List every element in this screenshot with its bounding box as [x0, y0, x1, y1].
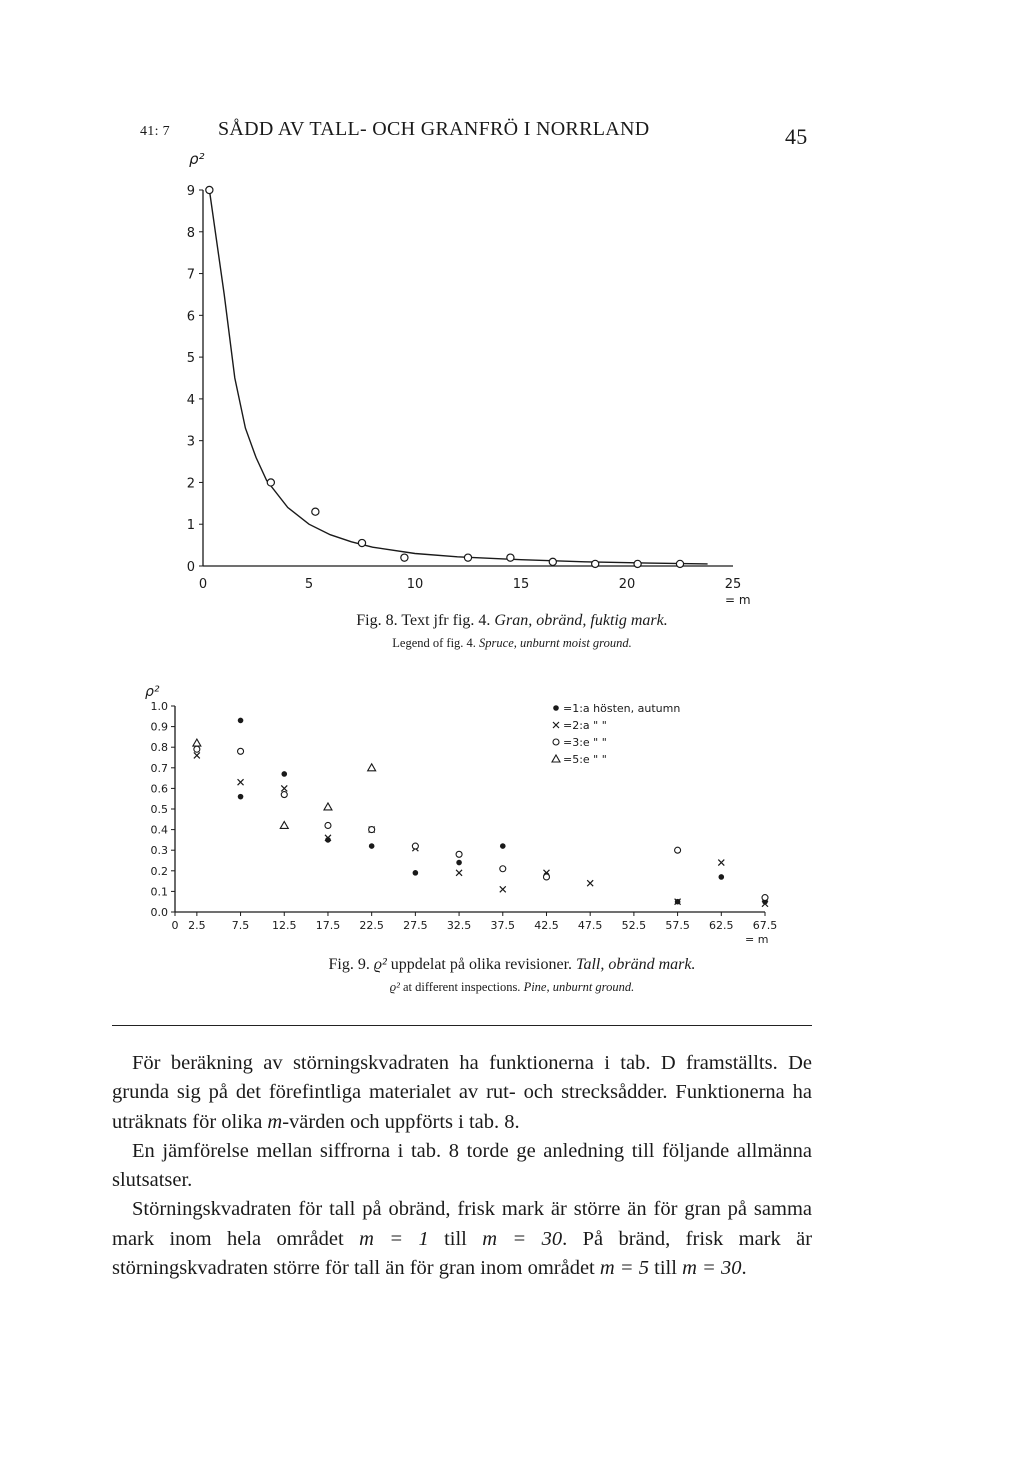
- fig8-caption-italic: Gran, obränd, fuktig mark.: [494, 612, 668, 629]
- fig9-legend-marker-dot: [553, 705, 559, 711]
- paragraph-1-tail: -värden och uppförts i tab. 8.: [282, 1110, 520, 1133]
- fig9-point-cross: [500, 886, 506, 892]
- page-number: 45: [785, 124, 808, 149]
- fig9-subcaption-italic: Pine, unburnt ground.: [523, 980, 635, 994]
- fig9-y-tick-label: 0.2: [150, 864, 168, 878]
- fig9-legend-label: =1:a hösten, autumn: [563, 702, 681, 715]
- paragraph-3-cont: . På bränd, frisk mark är störningskvadraten större för tall än för gran inom området: [112, 1227, 813, 1280]
- figure-8-subcaption: [0, 636, 1024, 651]
- fig8-y-tick-label: 0: [186, 560, 195, 575]
- fig9-point-dot: [456, 860, 462, 866]
- fig9-point-dot: [369, 843, 375, 849]
- word-till: till: [444, 1227, 467, 1250]
- fig9-legend-marker-circle: [553, 739, 559, 745]
- fig9-y-tick-label: 0.9: [150, 720, 168, 734]
- running-head-number: 41: 7: [140, 124, 170, 139]
- fig8-x-tick-label: 0: [198, 577, 208, 592]
- fig9-point-triangle: [368, 764, 376, 771]
- fig9-point-circle: [456, 851, 462, 857]
- equation-m-30: m = 30: [482, 1227, 563, 1250]
- fig8-y-tick-label: 2: [186, 476, 195, 492]
- fig9-x-tick-label: 47.5: [577, 919, 603, 932]
- fig9-point-circle: [762, 895, 768, 901]
- fig9-point-dot: [238, 718, 244, 724]
- fig8-y-axis-label: ρ²: [189, 150, 205, 168]
- fig9-point-cross: [718, 860, 724, 866]
- fig9-y-tick-label: 0.7: [150, 761, 168, 775]
- fig8-x-tick-label: 10: [406, 577, 424, 592]
- fig9-x-tick-label: 22.5: [359, 919, 384, 932]
- fig9-point-triangle: [193, 739, 201, 746]
- fig9-point-circle: [543, 874, 549, 880]
- fig8-y-tick-label: 7: [186, 267, 195, 283]
- fig9-point-circle: [369, 827, 375, 833]
- fig9-subcaption-rho: ϱ²: [389, 980, 400, 994]
- fig9-y-tick-label: 0.4: [150, 823, 168, 837]
- fig9-point-circle: [281, 792, 287, 798]
- paragraph-2: En jämförelse mellan siffrorna i tab. 8 torde ge anledning till följande allmänna slutsatser.: [112, 1139, 812, 1192]
- running-head-title: SÅDD AV TALL- OCH GRANFRÖ I NORRLAND: [218, 118, 650, 140]
- fig8-y-tick-label: 9: [186, 184, 195, 199]
- variable-m: m: [267, 1110, 283, 1133]
- fig9-legend-label: =3:e " ": [563, 736, 607, 749]
- equation-m-30-2: m = 30: [682, 1257, 742, 1280]
- fig8-subcaption-text: Legend of fig. 4.: [392, 636, 480, 650]
- fig9-caption-italic: Tall, obränd mark.: [576, 956, 696, 973]
- paragraph-3-text: Störningskvadraten för tall på obränd, frisk mark är större än för gran på samma mark inom hela området: [112, 1198, 812, 1250]
- paragraph-1: [112, 1049, 812, 1137]
- fig9-x-tick-label: 2.5: [188, 919, 206, 932]
- fig9-point-triangle: [324, 803, 332, 810]
- fig9-x-axis-label: = m: [745, 933, 769, 946]
- fig9-x-tick-label: 52.5: [621, 919, 647, 932]
- fig8-y-tick-label: 5: [186, 351, 195, 367]
- fig8-x-tick-label: 15: [512, 577, 530, 592]
- fig9-y-tick-label: 0.1: [150, 885, 168, 899]
- fig9-point-dot: [238, 794, 244, 800]
- fig9-x-tick-label: 27.5: [403, 919, 428, 932]
- fig8-x-axis-label: = m: [725, 593, 751, 607]
- fig8-y-tick-label: 8: [186, 225, 195, 241]
- fig9-y-tick-label: 0.6: [150, 782, 168, 796]
- fig9-caption-prefix: Fig. 9.: [328, 956, 374, 973]
- fig9-point-dot: [281, 771, 287, 777]
- fig9-caption-text: uppdelat på olika revisioner.: [386, 956, 577, 973]
- fig9-point-triangle: [280, 821, 288, 828]
- fig9-y-tick-label: 0.3: [150, 844, 168, 858]
- fig9-y-tick-label: 1.0: [150, 700, 168, 713]
- fig9-point-dot: [500, 843, 506, 849]
- fig9-y-tick-label: 0.0: [150, 906, 168, 919]
- fig9-caption-rho: ϱ²: [373, 956, 387, 973]
- fig9-subcaption-text: at different inspections.: [399, 980, 524, 994]
- fig9-point-circle: [412, 843, 418, 849]
- fig9-point-circle: [194, 746, 200, 752]
- fig8-x-tick-label: 5: [304, 577, 314, 592]
- fig9-point-cross: [238, 779, 244, 785]
- fig9-point-dot: [413, 870, 419, 876]
- fig9-point-circle: [675, 847, 681, 853]
- equation-m-1: m = 1: [359, 1227, 429, 1250]
- fig9-point-cross: [456, 870, 462, 876]
- fig9-x-tick-label: 12.5: [272, 919, 297, 932]
- fig9-point-circle: [238, 748, 244, 754]
- paragraph-3-end: .: [741, 1257, 747, 1280]
- fig9-x-tick-label: 67.5: [752, 919, 778, 932]
- fig8-caption-text: Fig. 8. Text jfr fig. 4.: [356, 612, 495, 629]
- fig8-x-tick-label: 20: [618, 577, 636, 592]
- figure-9-subcaption: [0, 980, 1024, 995]
- fig9-point-cross: [587, 880, 593, 886]
- fig9-legend-label: =5:e " ": [563, 753, 607, 766]
- fig8-y-tick-label: 1: [186, 518, 195, 534]
- fig9-x-tick-label: 32.5: [446, 919, 472, 932]
- fig9-y-tick-label: 0.5: [150, 803, 168, 816]
- fig9-x-tick-label: 7.5: [231, 919, 250, 932]
- fig9-point-circle: [500, 866, 506, 872]
- fig8-subcaption-italic: Spruce, unburnt moist ground.: [479, 636, 632, 650]
- fig9-x-tick-label: 62.5: [709, 919, 734, 932]
- equation-m-5: m = 5: [599, 1257, 650, 1280]
- fig9-point-cross: [194, 752, 200, 758]
- fig9-point-circle: [325, 822, 331, 828]
- fig9-legend-label: =2:a " ": [563, 719, 607, 732]
- fig9-legend-marker-cross: [553, 722, 559, 728]
- paragraph-1-text: För beräkning av störningskvadraten ha funktionerna i tab. D framställts. De grunda sig på det förefintliga materialet av rut- och strecksådder. Funktionerna ha uträknats för olika: [112, 1052, 812, 1133]
- section-divider: [112, 1025, 812, 1026]
- fig9-point-dot: [718, 874, 724, 880]
- fig9-point-cross: [281, 785, 287, 791]
- fig8-y-tick-label: 6: [186, 309, 195, 325]
- figure-9-caption: [0, 956, 1024, 974]
- fig8-y-tick-label: 4: [186, 392, 195, 408]
- fig9-legend-marker-triangle: [552, 755, 560, 762]
- fig9-x-tick-label: 17.5: [315, 919, 341, 932]
- fig9-y-tick-label: 0.8: [150, 741, 168, 755]
- word-till-2: till: [654, 1257, 677, 1280]
- fig9-x-tick-label: 0: [171, 919, 179, 932]
- fig8-y-tick-label: 3: [186, 434, 195, 450]
- fig9-y-axis-label: ρ²: [145, 684, 160, 700]
- fig9-x-tick-label: 57.5: [665, 919, 690, 932]
- body-text: [112, 1049, 812, 1283]
- fig8-x-tick-label: 25: [724, 577, 742, 592]
- paragraph-3: [112, 1195, 812, 1283]
- fig9-x-tick-label: 37.5: [490, 919, 516, 932]
- fig9-x-tick-label: 42.5: [534, 919, 559, 932]
- figure-8-caption: [0, 612, 1024, 630]
